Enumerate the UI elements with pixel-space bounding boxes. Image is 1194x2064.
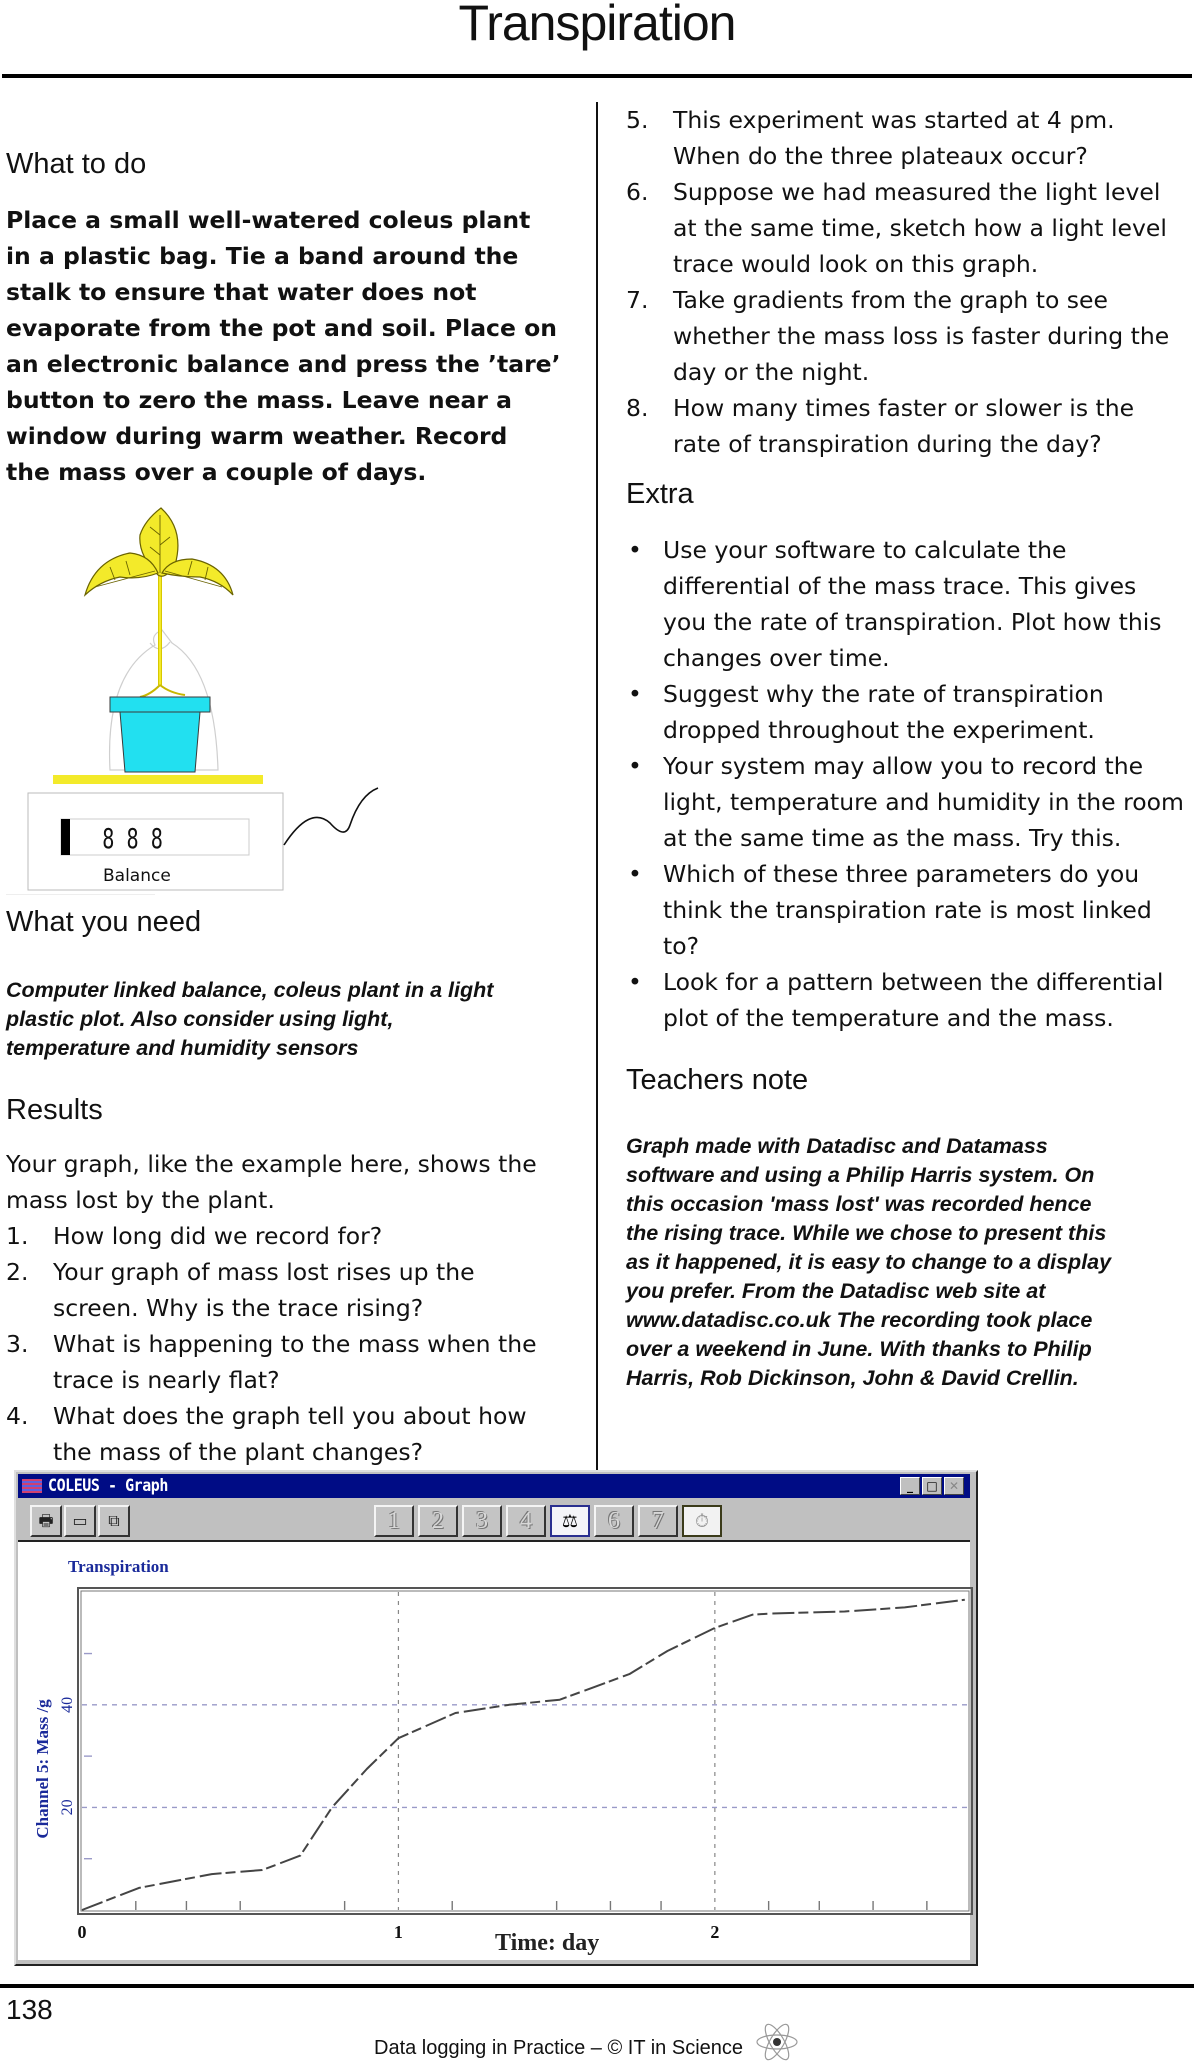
- text-line: button to zero the mass. Leave near a: [6, 382, 586, 418]
- footer-rule: [0, 1984, 1194, 1988]
- graph-toolbar: [18, 1500, 970, 1542]
- question-line: Your graph of mass lost rises up the: [53, 1254, 586, 1290]
- page-title: Transpiration: [0, 0, 1194, 52]
- app-icon: [22, 1479, 42, 1493]
- print-icon: 🖶: [38, 1511, 53, 1530]
- results-intro-line: Your graph, like the example here, shows the: [6, 1146, 586, 1182]
- channel-6-button[interactable]: [594, 1505, 634, 1537]
- text-line: software and using a Philip Harris system. On: [626, 1161, 1194, 1190]
- question-item: [626, 390, 1194, 462]
- question-line: rate of transpiration during the day?: [673, 426, 1194, 462]
- balance-cable: [284, 788, 378, 845]
- plant: [85, 508, 233, 697]
- channel-7-button[interactable]: [638, 1505, 678, 1537]
- channel-label: 2: [432, 1508, 444, 1534]
- channel-label: 1: [388, 1508, 400, 1534]
- channel-label: 6: [608, 1508, 620, 1534]
- text-line: over a weekend in June. With thanks to Philip: [626, 1335, 1194, 1364]
- header-rule: [2, 74, 1192, 78]
- bullet-icon: •: [628, 964, 642, 1000]
- window-title: COLEUS - Graph: [48, 1474, 168, 1498]
- teachers-note-heading: Teachers note: [626, 1064, 808, 1097]
- y-axis-label: Channel 5: Mass /g: [33, 1699, 52, 1839]
- page-number: 138: [6, 1994, 53, 2026]
- window-button[interactable]: [64, 1505, 96, 1537]
- text-line: in a plastic bag. Tie a band around the: [6, 238, 586, 274]
- extra-line: at the same time as the mass. Try this.: [663, 820, 1194, 856]
- text-line: plastic plot. Also consider using light,: [6, 1005, 586, 1034]
- text-line: the rising trace. While we chose to present this: [626, 1219, 1194, 1248]
- text-line: you prefer. From the Datadisc web site at: [626, 1277, 1194, 1306]
- text-line: window during warm weather. Record: [6, 418, 586, 454]
- extra-line: light, temperature and humidity in the room: [663, 784, 1194, 820]
- right-questions: [626, 102, 1194, 462]
- text-line: Harris, Rob Dickinson, John & David Crellin.: [626, 1364, 1194, 1393]
- extra-line: Which of these three parameters do you: [663, 856, 1194, 892]
- text-line: temperature and humidity sensors: [6, 1034, 586, 1063]
- timer-channel-button[interactable]: [682, 1505, 722, 1537]
- channel-2-button[interactable]: [418, 1505, 458, 1537]
- channel-3-button[interactable]: [462, 1505, 502, 1537]
- what-to-do-heading: What to do: [6, 148, 146, 181]
- extra-line: Use your software to calculate the: [663, 532, 1194, 568]
- text-line: the mass over a couple of days.: [6, 454, 586, 490]
- x-tick-label: 2: [710, 1922, 719, 1942]
- extra-line: to?: [663, 928, 1194, 964]
- balance-icon: ⚖: [562, 1511, 578, 1531]
- channel-4-button[interactable]: [506, 1505, 546, 1537]
- x-tick-label: 1: [394, 1922, 403, 1942]
- series-line-mass-lost: [82, 1600, 965, 1910]
- text-line: an electronic balance and press the ’tare’: [6, 346, 586, 382]
- question-item: [626, 174, 1194, 282]
- extra-line: think the transpiration rate is most linked: [663, 892, 1194, 928]
- text-line: Place a small well-watered coleus plant: [6, 202, 586, 238]
- footer-text: [374, 2020, 799, 2064]
- extra-line: you the rate of transpiration. Plot how this: [663, 604, 1194, 640]
- text-line: Graph made with Datadisc and Datamass: [626, 1132, 1194, 1161]
- channel-label: 4: [520, 1508, 532, 1534]
- balance-label: Balance: [103, 866, 171, 886]
- question-line: day or the night.: [673, 354, 1194, 390]
- leaf-left: [85, 553, 158, 595]
- teachers-note-text: [626, 1132, 1194, 1393]
- question-line: screen. Why is the trace rising?: [53, 1290, 586, 1326]
- balance-pan: [53, 775, 263, 784]
- plot-frame-inner: [81, 1591, 969, 1911]
- y-tick-label: 20: [59, 1799, 76, 1815]
- coleus-graph-window[interactable]: [14, 1470, 978, 1966]
- y-tick-label: 40: [59, 1697, 76, 1713]
- bullet-icon: •: [628, 676, 642, 712]
- close-button[interactable]: ✕: [944, 1477, 964, 1495]
- extra-item: [626, 676, 1194, 748]
- balance-display: 8 8 8: [102, 822, 163, 855]
- chart-title: Transpiration: [68, 1557, 169, 1576]
- window-titlebar[interactable]: [18, 1474, 970, 1498]
- extra-item: [626, 856, 1194, 964]
- question-number: 3.: [6, 1326, 28, 1362]
- channel-1-button[interactable]: [374, 1505, 414, 1537]
- leaf-right: [162, 559, 233, 595]
- question-number: 8.: [626, 390, 648, 426]
- question-line: When do the three plateaux occur?: [673, 138, 1194, 174]
- question-line: How long did we record for?: [53, 1218, 586, 1254]
- copy-button[interactable]: [98, 1505, 130, 1537]
- extra-item: [626, 748, 1194, 856]
- transpiration-chart: [18, 1542, 974, 1960]
- text-line: www.datadisc.co.uk The recording took place: [626, 1306, 1194, 1335]
- balance-channel-button[interactable]: [550, 1505, 590, 1537]
- text-line: as it happened, it is easy to change to a display: [626, 1248, 1194, 1277]
- question-number: 6.: [626, 174, 648, 210]
- question-number: 1.: [6, 1218, 28, 1254]
- extra-list: [626, 532, 1194, 1036]
- maximize-button[interactable]: □: [922, 1477, 942, 1495]
- question-line: at the same time, sketch how a light level: [673, 210, 1194, 246]
- bullet-icon: •: [628, 532, 642, 568]
- question-line: trace is nearly flat?: [53, 1362, 586, 1398]
- extra-line: differential of the mass trace. This gives: [663, 568, 1194, 604]
- question-line: What does the graph tell you about how: [53, 1398, 586, 1434]
- question-line: whether the mass loss is faster during the: [673, 318, 1194, 354]
- question-line: trace would look on this graph.: [673, 246, 1194, 282]
- extra-line: Your system may allow you to record the: [663, 748, 1194, 784]
- print-button[interactable]: [30, 1505, 62, 1537]
- copy-icon: ⧉: [108, 1511, 119, 1530]
- text-line: stalk to ensure that water does not: [6, 274, 586, 310]
- extra-item: [626, 532, 1194, 676]
- question-item: [6, 1326, 586, 1398]
- plot-frame-outer: [78, 1588, 972, 1914]
- plant-roots: [140, 685, 185, 697]
- bullet-icon: •: [628, 748, 642, 784]
- extra-line: dropped throughout the experiment.: [663, 712, 1194, 748]
- window-icon: ▭: [72, 1511, 87, 1530]
- question-line: Suppose we had measured the light level: [673, 174, 1194, 210]
- text-line: this occasion 'mass lost' was recorded hence: [626, 1190, 1194, 1219]
- minimize-button[interactable]: _: [900, 1477, 920, 1495]
- question-line: Take gradients from the graph to see: [673, 282, 1194, 318]
- text-line: evaporate from the pot and soil. Place on: [6, 310, 586, 346]
- channel-label: 7: [652, 1508, 664, 1534]
- question-number: 4.: [6, 1398, 28, 1434]
- timer-icon: ⏱: [695, 1511, 709, 1531]
- results-intro-line: mass lost by the plant.: [6, 1182, 586, 1218]
- extra-line: changes over time.: [663, 640, 1194, 676]
- question-item: [626, 282, 1194, 390]
- results-heading: Results: [6, 1094, 103, 1127]
- extra-line: Look for a pattern between the differential: [663, 964, 1194, 1000]
- what-you-need-text: [6, 976, 586, 1063]
- question-line: What is happening to the mass when the: [53, 1326, 586, 1362]
- plot-panel: [18, 1542, 970, 1960]
- question-item: [6, 1218, 586, 1254]
- question-item: [6, 1398, 586, 1470]
- question-line: How many times faster or slower is the: [673, 390, 1194, 426]
- question-number: 7.: [626, 282, 648, 318]
- atom-icon: [755, 2020, 799, 2064]
- question-line: This experiment was started at 4 pm.: [673, 102, 1194, 138]
- text-line: Computer linked balance, coleus plant in a light: [6, 976, 586, 1005]
- bullet-icon: •: [628, 856, 642, 892]
- question-number: 5.: [626, 102, 648, 138]
- x-axis-label: Time: day: [495, 1930, 599, 1956]
- extra-line: Suggest why the rate of transpiration: [663, 676, 1194, 712]
- question-line: the mass of the plant changes?: [53, 1434, 586, 1470]
- extra-line: plot of the temperature and the mass.: [663, 1000, 1194, 1036]
- question-item: [6, 1254, 586, 1326]
- results-text: [6, 1146, 586, 1470]
- what-to-do-text: [6, 202, 586, 490]
- x-tick-label: 0: [78, 1922, 87, 1942]
- what-you-need-heading: What you need: [6, 906, 201, 939]
- channel-label: 3: [476, 1508, 488, 1534]
- flower-pot: [110, 697, 210, 772]
- balance: [28, 793, 283, 890]
- question-number: 2.: [6, 1254, 28, 1290]
- plant-on-balance-illustration: [0, 495, 420, 895]
- extra-heading: Extra: [626, 478, 694, 511]
- question-item: [626, 102, 1194, 174]
- column-divider: [596, 102, 598, 1472]
- footer-credit: Data logging in Practice – © IT in Science: [374, 2037, 743, 2059]
- extra-item: [626, 964, 1194, 1036]
